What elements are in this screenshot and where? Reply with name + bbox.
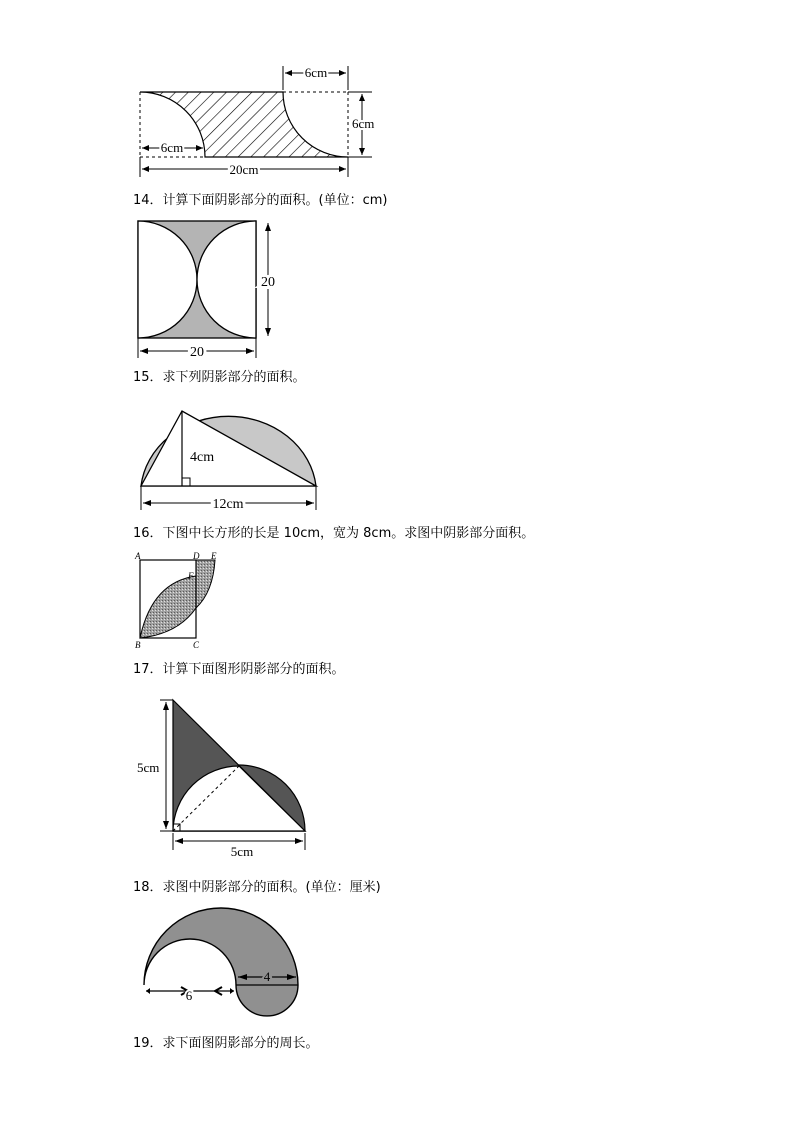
fig18-left-label: 6 xyxy=(185,988,193,1003)
question-18: 18．求图中阴影部分的面积。(单位：厘米) xyxy=(133,880,381,895)
fig14-bottom-label: 20 xyxy=(190,345,204,360)
fig16-label-c: C xyxy=(193,640,200,650)
question-19: 19．求下面图阴影部分的周长。 xyxy=(133,1036,319,1051)
fig13-right-label: 6cm xyxy=(352,116,375,131)
fig16-label-b: B xyxy=(135,640,141,650)
question-15: 15．求下列阴影部分的面积。 xyxy=(133,370,306,385)
fig14-right-label: 20 xyxy=(261,275,275,290)
question-17: 17．计算下面图形阴影部分的面积。 xyxy=(133,662,345,677)
fig16-label-f: F xyxy=(188,571,194,581)
fig15-height-label: 4cm xyxy=(190,450,215,465)
question-14: 14．计算下面阴影部分的面积。(单位：cm) xyxy=(133,193,388,208)
fig17-left-label: 5cm xyxy=(137,760,160,775)
fig16-label-a: A xyxy=(135,551,141,561)
shaded-band xyxy=(144,908,298,1016)
fig15-base-label: 12cm xyxy=(212,497,244,512)
fig16-label-d: D xyxy=(193,551,200,561)
fig16-label-e: E xyxy=(211,551,217,561)
fig17-bottom-label: 5cm xyxy=(230,844,254,859)
question-16: 16．下图中长方形的长是 10cm，宽为 8cm。求图中阴影部分面积。 xyxy=(133,526,535,541)
fig13-top-label: 6cm xyxy=(304,65,328,80)
fig13-bottom-label: 20cm xyxy=(229,162,259,177)
fig18-right-label: 4 xyxy=(263,969,271,984)
fig13-inner-label: 6cm xyxy=(160,140,184,155)
